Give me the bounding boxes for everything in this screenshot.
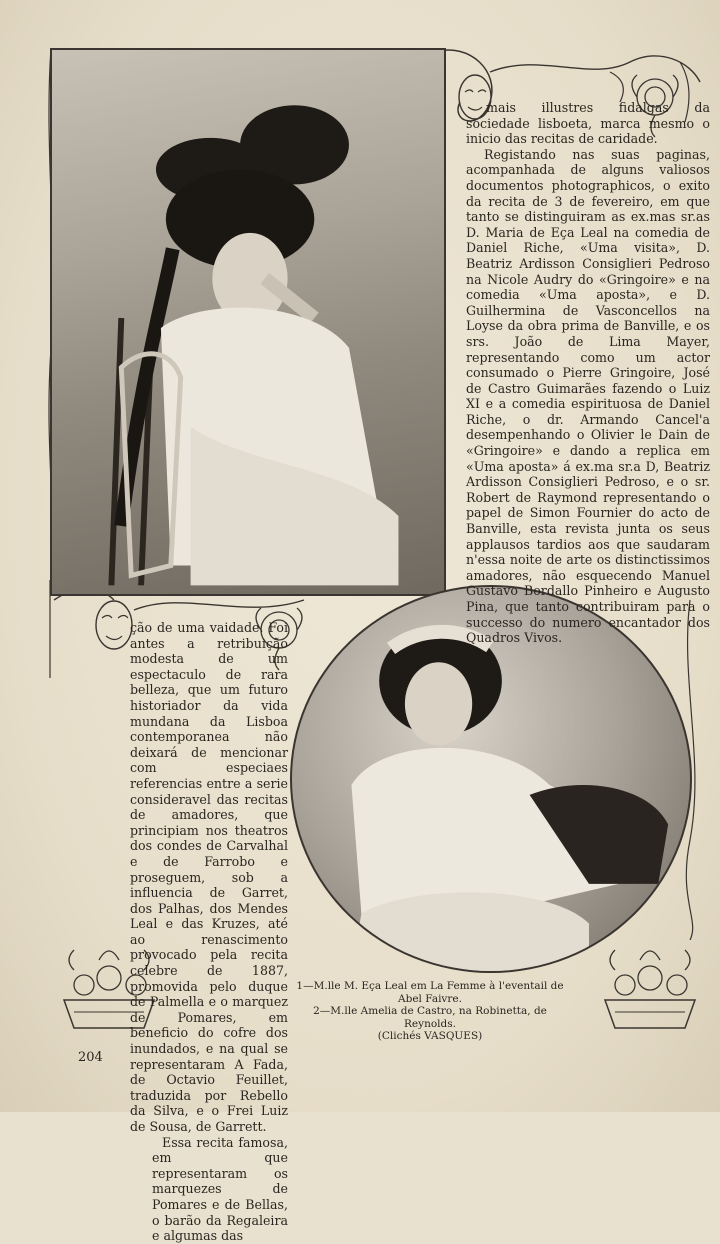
photo-captions [290, 980, 570, 1043]
flower-basket-icon [585, 940, 715, 1035]
caption-line: 2—M.lle Amelia de Castro, na Robinetta, de Reynolds. [313, 1005, 547, 1030]
article-right-column [466, 100, 710, 646]
article-paragraph: ção de uma vaidade. Foi antes a retribuição modesta de um espectaculo de rara belleza, que um futuro historiador da vida mundana da Lisboa contemporanea não deixará de mencionar com especiaes referencias entre a serie consideravel das recitas de amadores, que principiam nos theatros dos condes de Carvalhal e de Farrobo e proseguem, sob a influencia de Garret, dos Palhas, dos Mendes Leal e das Kruzes, até ao renascimento provocado pela recita celebre de 1887, promovida pelo duque de Palmella e o marquez de Pomares, em beneficio do cofre dos inundados, e na qual se representaram A Fada, de Octavio Feuillet, traduzida por Rebello da Silva, e o Frei Luiz de Sousa, de Garrett. [130, 620, 288, 1134]
caption-credit: (Clichés VASQUES) [377, 1030, 483, 1042]
article-left-column [78, 620, 288, 1244]
article-paragraph: mais illustres fidalgas da sociedade lisboeta, marca mesmo o inicio das recitas de caridade. [466, 100, 710, 147]
article-paragraph: Registando nas suas paginas, acompanhada de alguns valiosos documentos photographicos, o exito da recita de 3 de fevereiro, em que tanto se distinguiram as ex.mas sr.as D. Maria de Eça Leal na comedia de Daniel Riche, «Uma visita», D. Beatriz Ardisson Consiglieri Pedroso na Nicole Audry do «Gringoire» e na comedia «Uma aposta», e D. Guilhermina de Vasconcellos na Loyse da obra prima de Banville, e os srs. João de Lima Mayer, representando como um actor consumado o Pierre Gringoire, José de Castro Guimarães fazendo o Luiz XI e a comedia espirituosa de Daniel Riche, o dr. Armando Cancel'a desempenhando o Olivier le Dain de «Gringoire» e dando a replica em «Uma aposta» á ex.ma sr.a D, Beatriz Ardisson Consiglieri Pedroso, e o sr. Robert de Raymond representando o papel de Simon Fournier do acto de Banville, esta revista junta os seus applausos tardios aos que saudaram n'essa noite de arte os distinctissimos amadores, não esquecendo Manuel Gustavo Bordallo Pinheiro e Augusto Pina, que tanto contribuiram para o successo do numero encantador dos Quadros Vivos. [466, 146, 710, 646]
page-number: 204 [78, 1050, 103, 1065]
caption-line: 1—M.lle M. Eça Leal em La Femme à l'eventail de Abel Faivre. [296, 980, 564, 1005]
article-paragraph: Essa recita famosa, em que representaram os marquezes de Pomares e de Bellas, o barão da Regaleira e algumas das [152, 1134, 288, 1244]
portrait-photo-1 [50, 48, 446, 596]
